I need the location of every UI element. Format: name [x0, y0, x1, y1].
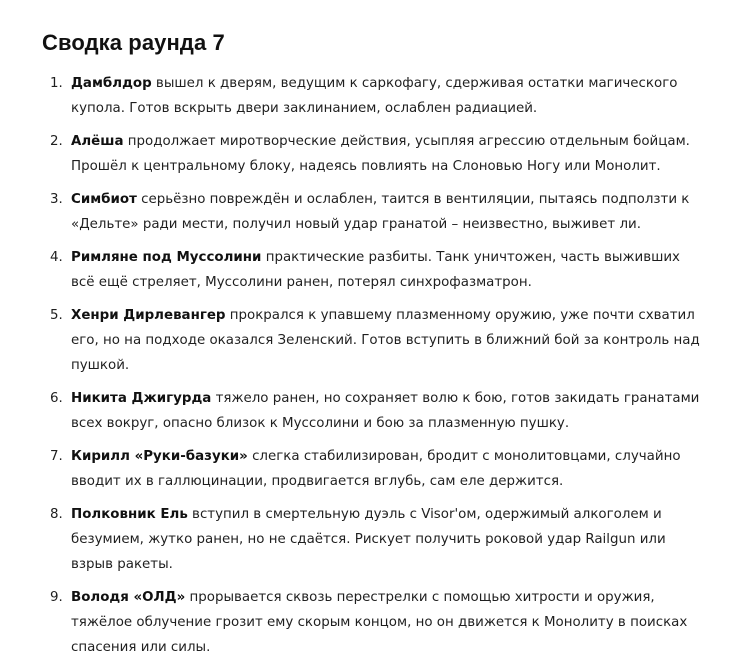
item-number: 9. [50, 590, 63, 605]
item-text: практические разбиты. Танк уничтожен, часть выживших всё ещё стреляет, Муссолини ранен, потерял синхрофазматрон. [71, 250, 680, 290]
character-name: Володя «ОЛД» [71, 590, 186, 605]
character-name: Полковник Ель [71, 507, 188, 522]
item-text: тяжело ранен, но сохраняет волю к бою, готов закидать гранатами всех вокруг, опасно близок к Муссолини и бою за плазменную пушку. [71, 391, 700, 431]
item-number: 1. [50, 76, 63, 91]
character-name: Римляне под Муссолини [71, 250, 262, 265]
list-item [42, 245, 704, 295]
item-text: продолжает миротворческие действия, усыпляя агрессию отдельным бойцам. Прошёл к центральному блоку, надеясь повлиять на Слоновью Ногу или Монолит. [71, 134, 690, 174]
character-name: Кирилл «Руки-базуки» [71, 449, 248, 464]
item-number: 8. [50, 507, 63, 522]
list-item [42, 303, 704, 378]
character-name: Никита Джигурда [71, 391, 212, 406]
item-text: прокрался к упавшему плазменному оружию, уже почти схватил его, но на подходе оказался Зеленский. Готов вступить в ближний бой за контроль над пушкой. [71, 308, 700, 373]
character-name: Симбиот [71, 192, 137, 207]
item-text: слегка стабилизирован, бродит с монолитовцами, случайно вводит их в галлюцинации, продвигается вглубь, сам еле держится. [71, 449, 681, 489]
list-item [42, 187, 704, 237]
item-text: вступил в смертельную дуэль с Visor'ом, одержимый алкоголем и безумием, жутко ранен, но не сдаётся. Рискует получить роковой удар Railgun или взрыв ракеты. [71, 507, 666, 572]
item-number: 7. [50, 449, 63, 464]
character-name: Дамблдор [71, 76, 152, 91]
item-text: серьёзно повреждён и ослаблен, таится в вентиляции, пытаясь подползти к «Дельте» ради мести, получил новый удар гранатой – неизвестно, выживет ли. [71, 192, 690, 232]
list-item [42, 386, 704, 436]
item-number: 6. [50, 391, 63, 406]
item-number: 3. [50, 192, 63, 207]
item-number: 4. [50, 250, 63, 265]
summary-list [42, 71, 704, 660]
item-number: 2. [50, 134, 63, 149]
page-title: Сводка раунда 7 [42, 30, 225, 55]
list-item [42, 444, 704, 494]
item-text: прорывается сквозь перестрелки с помощью хитрости и оружия, тяжёлое облучение грозит ему скорым концом, но он движется к Монолиту в поисках спасения или силы. [71, 590, 688, 655]
item-text: вышел к дверям, ведущим к саркофагу, сдерживая остатки магического купола. Готов вскрыть двери заклинанием, ослаблен радиацией. [71, 76, 678, 116]
item-number: 5. [50, 308, 63, 323]
character-name: Хенри Дирлевангер [71, 308, 226, 323]
list-item [42, 71, 704, 121]
list-item [42, 585, 704, 660]
list-item [42, 129, 704, 179]
character-name: Алёша [71, 134, 124, 149]
list-item [42, 502, 704, 577]
